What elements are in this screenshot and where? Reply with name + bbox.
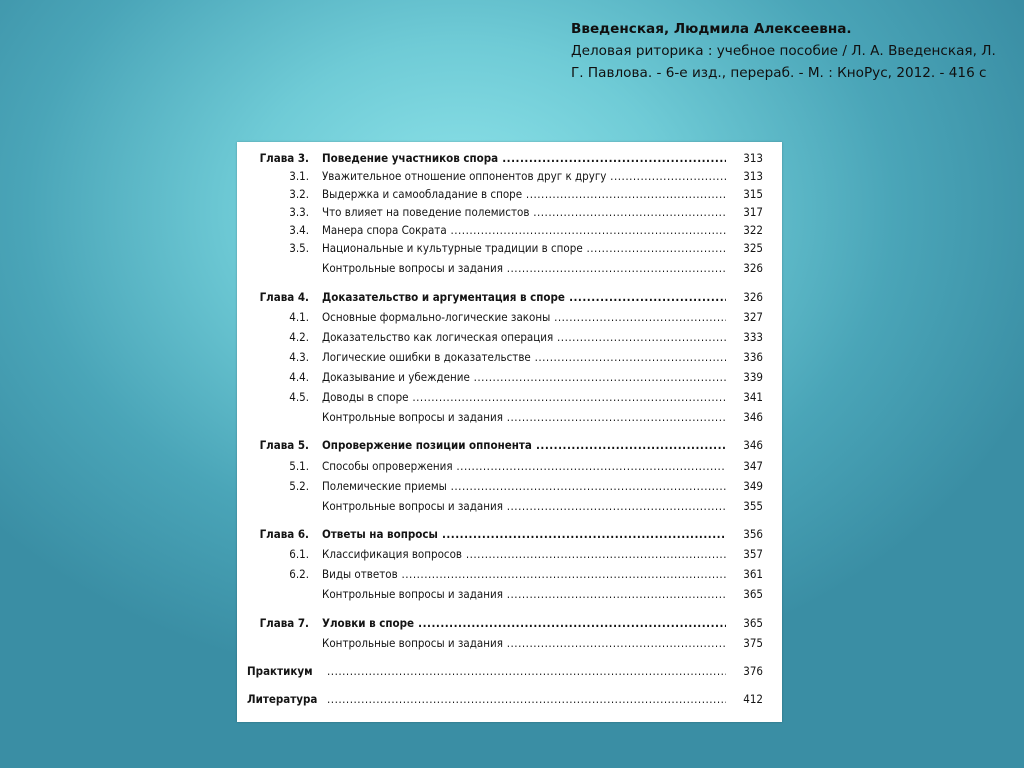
toc-entry-title [327,662,726,680]
toc-entry-number: Глава 4. [259,290,309,304]
toc-entry [237,634,782,652]
toc-entry-number: 4.5. [289,390,309,404]
toc-entry-title: Манера спора Сократа ..... [322,221,726,239]
toc-entry [237,348,782,366]
toc-entry-title: Логические ошибки в доказательстве ..... [322,348,726,366]
toc-entry-title: Доказательство и аргументация в споре ..... [322,288,726,306]
book-citation [571,18,1011,84]
toc-entry-page: 375 [743,636,763,650]
toc-entry-title: Классификация вопросов ..... [322,545,726,563]
toc-entry-page: 333 [743,330,763,344]
toc-entry-title: Доказывание и убеждение ..... [322,368,726,386]
toc-entry-title: Что влияет на поведение полемистов ..... [322,203,726,221]
toc-entry-title: Уловки в споре ..... [322,614,726,632]
toc-entry-number: 4.2. [289,330,309,344]
toc-entry [237,368,782,386]
citation-publisher-line: Г. Павлова. - 6-е изд., перераб. - М. : КноРус, 2012. - 416 с [571,65,987,81]
toc-entry-number: Глава 3. [259,151,309,165]
toc-entry-number: Литература [247,692,318,706]
toc-entry-title: Опровержение позиции оппонента ..... [322,436,726,454]
toc-entry-page: 376 [743,664,763,678]
toc-entry-page: 317 [743,205,763,219]
toc-entry-page: 365 [743,616,763,630]
toc-entry [237,308,782,326]
toc-entry-page: 313 [743,151,763,165]
toc-entry-title: Выдержка и самообладание в споре ..... [322,185,726,203]
toc-entry-page: 346 [743,410,763,424]
toc-entry [237,259,782,277]
toc-entry [237,585,782,603]
toc-entry-page: 313 [743,169,763,183]
toc-entry-title: Виды ответов ..... [322,565,726,583]
table-of-contents-scan [237,142,782,722]
toc-entry-page: 336 [743,350,763,364]
toc-entry [237,328,782,346]
toc-entry-number: 6.2. [289,567,309,581]
toc-entry [237,388,782,406]
toc-entry-number: Практикум [247,664,313,678]
toc-entry-page: 361 [743,567,763,581]
toc-entry [237,545,782,563]
toc-entry [237,288,782,306]
toc-entry-number: 4.4. [289,370,309,384]
citation-author: Введенская, Людмила Алексеевна. [571,21,852,37]
toc-entry-number: 4.3. [289,350,309,364]
toc-entry-page: 349 [743,479,763,493]
toc-entry [237,408,782,426]
toc-entry [237,436,782,454]
toc-entry-page: 341 [743,390,763,404]
citation-title-line: Деловая риторика : учебное пособие / Л. А. Введенская, Л. [571,43,996,59]
toc-entry-number: 6.1. [289,547,309,561]
toc-entry [237,497,782,515]
toc-entry-title: Контрольные вопросы и задания ..... [322,634,726,652]
toc-entry-title: Контрольные вопросы и задания ..... [322,408,726,426]
toc-entry-number: Глава 5. [259,438,309,452]
toc-entry-title: Доводы в споре ..... [322,388,726,406]
toc-entry-page: 339 [743,370,763,384]
toc-entry-page: 355 [743,499,763,513]
toc-entry-title: Полемические приемы ..... [322,477,726,495]
toc-entry-number: 5.1. [289,459,309,473]
toc-entry [237,457,782,475]
toc-entry-number: 3.5. [289,241,309,255]
toc-entry-page: 315 [743,187,763,201]
toc-entry-title: Ответы на вопросы ..... [322,525,726,543]
toc-entry [237,662,782,680]
toc-entry-number: 3.3. [289,205,309,219]
toc-entry-number: 5.2. [289,479,309,493]
toc-entry-number: 3.2. [289,187,309,201]
toc-entry [237,477,782,495]
toc-entry [237,167,782,185]
toc-entry-title: Уважительное отношение оппонентов друг к другу ..... [322,167,726,185]
toc-entry-title: Поведение участников спора ..... [322,149,726,167]
toc-entry-title [327,690,726,708]
toc-entry-number: 3.4. [289,223,309,237]
toc-entry [237,239,782,257]
toc-entry-number: 3.1. [289,169,309,183]
toc-entry-title: Способы опровержения ..... [322,457,726,475]
toc-entry-page: 356 [743,527,763,541]
toc-entry-title: Контрольные вопросы и задания ..... [322,497,726,515]
toc-entry-page: 325 [743,241,763,255]
toc-entry [237,565,782,583]
toc-entry-page: 322 [743,223,763,237]
toc-entry [237,221,782,239]
toc-entry-page: 326 [743,290,763,304]
toc-entry-page: 346 [743,438,763,452]
toc-entry-title: Контрольные вопросы и задания ..... [322,259,726,277]
toc-entry-page: 327 [743,310,763,324]
toc-entry [237,614,782,632]
toc-entry-page: 365 [743,587,763,601]
toc-entry-title: Национальные и культурные традиции в споре ..... [322,239,726,257]
toc-entry-page: 347 [743,459,763,473]
toc-entry [237,185,782,203]
toc-entry-title: Контрольные вопросы и задания ..... [322,585,726,603]
toc-entry-page: 326 [743,261,763,275]
toc-entry-number: Глава 6. [259,527,309,541]
toc-entry [237,690,782,708]
toc-entry-page: 357 [743,547,763,561]
toc-entry-title: Доказательство как логическая операция ..... [322,328,726,346]
toc-entry-page: 412 [743,692,763,706]
toc-entry-number: Глава 7. [259,616,309,630]
toc-entry-title: Основные формально-логические законы ..... [322,308,726,326]
toc-entry [237,203,782,221]
toc-entry [237,149,782,167]
toc-entry-number: 4.1. [289,310,309,324]
toc-entry [237,525,782,543]
